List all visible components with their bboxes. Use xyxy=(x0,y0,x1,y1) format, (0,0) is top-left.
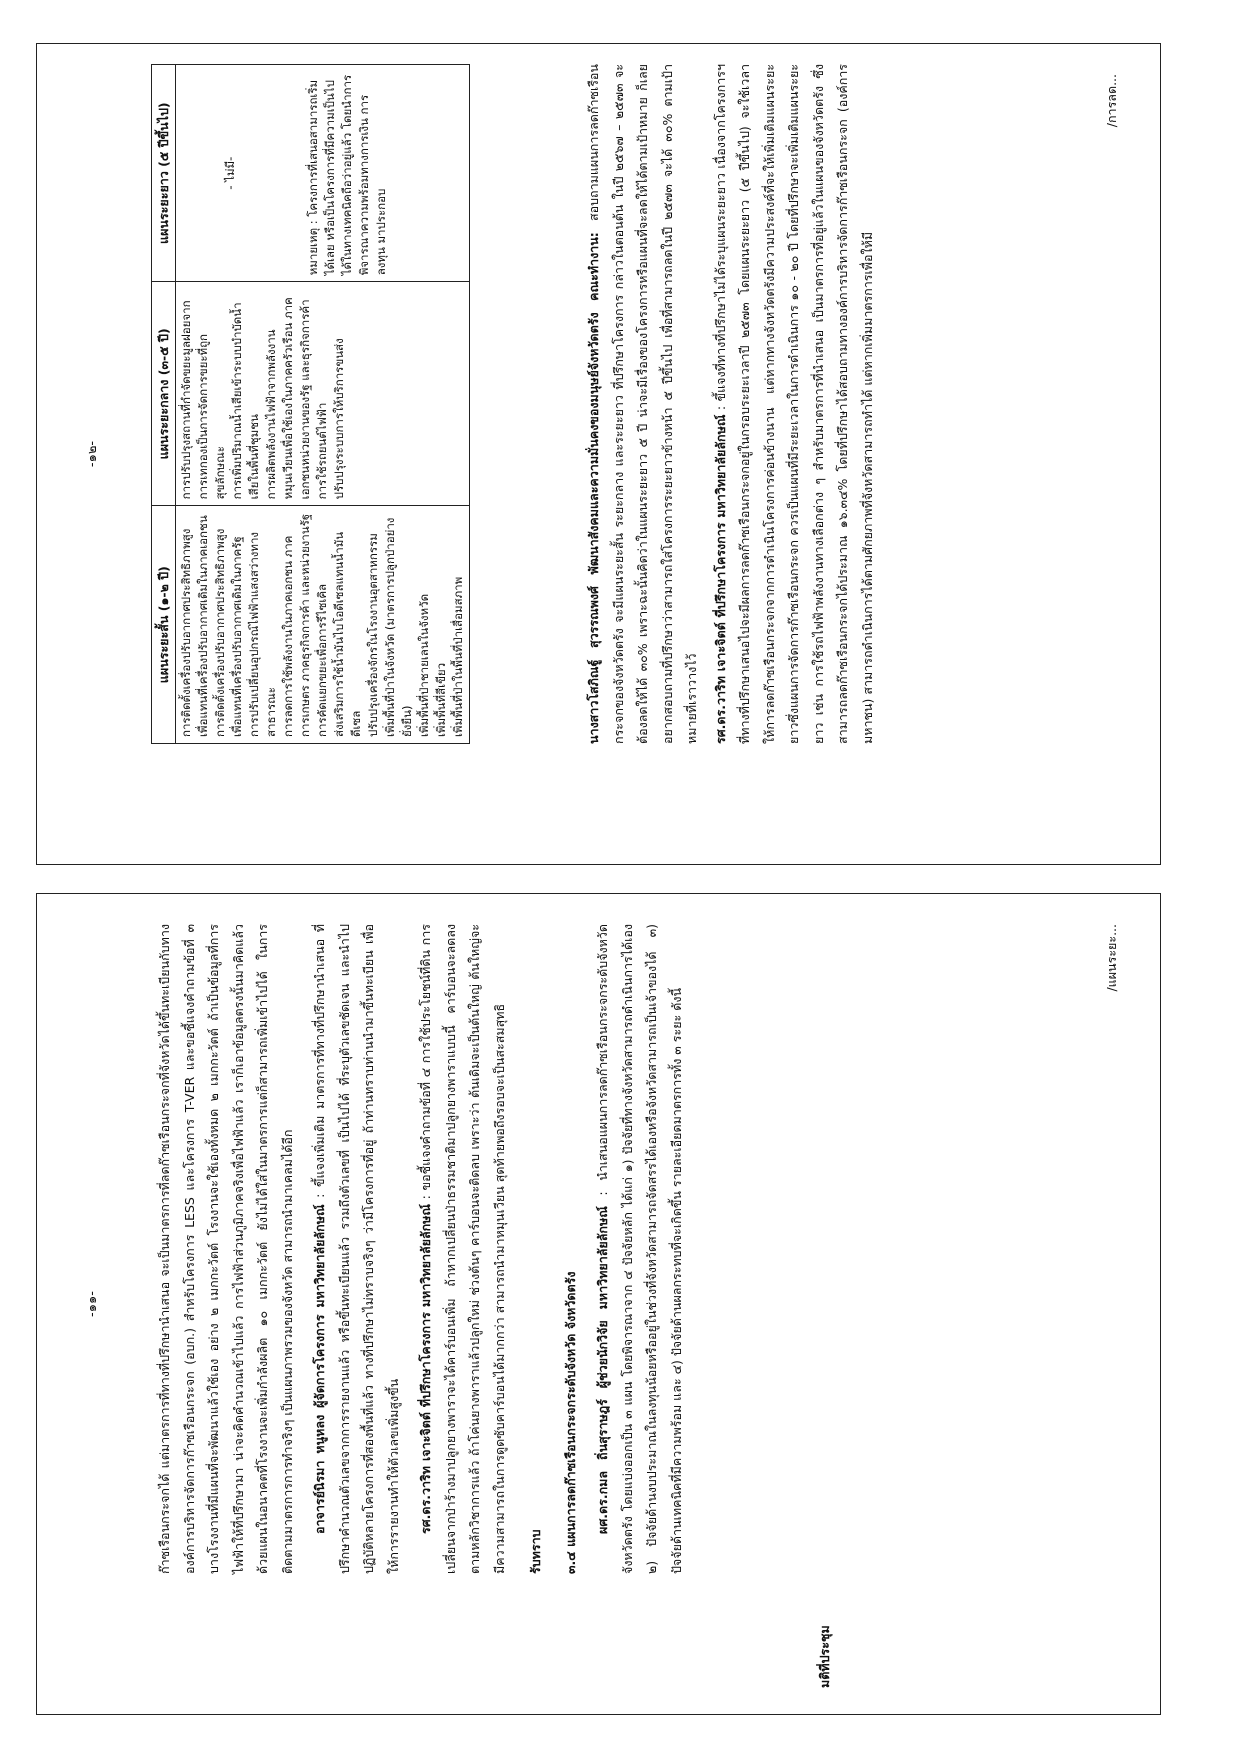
left-page xyxy=(36,893,1161,1715)
measures-table xyxy=(151,64,470,744)
table-header: แผนระยะกลาง (๓-๕ ปี) xyxy=(152,282,176,506)
table-note: หมายเหตุ : โครงการที่เสนอสามารถเริ่มได้เลย หรือเป็นโครงการที่มีความเป็นไปได้ในทางเทคนิคถือว่าอยู่แล้ว โดยนำการพิจารณาความพร้อมทางการเงิน การลงทุน มาประกอบ xyxy=(306,74,388,276)
measure-item: การปรับเปลี่ยนอุปกรณ์ไฟฟ้าแสงสว่างทางสาธารณะ xyxy=(247,531,278,737)
table-header: แผนระยะสั้น (๑-๒ ปี) xyxy=(152,506,176,744)
measure-item: ส่งเสริมการใช้น้ำมันไบโอดีเซลแทนน้ำมันดีเซล xyxy=(332,531,363,737)
speaker-name: รศ.ดร.วาริท เจาะจิตต์ ที่ปรึกษาโครงการ มหาวิทยาลัยลักษณ์ xyxy=(712,414,728,744)
side-label: มติที่ประชุม xyxy=(817,1625,832,1688)
continued-marker: /แผนระยะ... xyxy=(1103,924,1119,992)
resolution-text: รับทราบ xyxy=(528,1529,543,1574)
long-term-cell xyxy=(176,65,470,282)
paragraph-text: : ขึ้แจงเพิ่มเติม มาตรการที่ทางที่ปรึกษานำเสนอ ที่ปรึกษาคำนวณตัวเลขจากการรายงานแล้ว หรือขึ้นทะเบียนแล้ว รวมถึงตัวเลขที่ เป็นไปได้ ที่ระบุตัวเลขชัดเจน และนำไปปฏิบัติหลายโครงการที่สองพื้นที่แล้ว ทางที่ปรึกษาไม่ทราบจริงๆ ว่ามีโครงการที่อยู่ ถ้าท่านทราบท่านนำมาขึ้นทะเบียน เพื่อให้การรายงานทำให้ตัวเลขเพิ่มสูงขึ้น xyxy=(312,923,401,1574)
speaker-name: นางสาวโสภิณฐู์ สุวรรณพงศ์ พัฒนาสังคมและความมั่นคงของมนุษย์จังหวัดตรัง คณะทำงาน: xyxy=(586,232,601,744)
paragraph-text: : นำเสนอแผนการลดก๊าซเรือนกระจกระดับจังหวัด จังหวัดตรัง โดยแบ่งออกเป็น ๓ แผน โดยพิจารณาจาก ๔ ปัจจัยหลัก ได้แก่ ๑) ปัจจัยที่ทางจังหวัดสามารถดำเนินการได้เอง ๒) ปัจจัยด้านงบประมาณในลงทุนน้อยหรืออยู่ในช่วงที่จังหวัดสามารถจัดสรรได้เองหรือจังหวัดสามารถเป็นเจ้าของได้ ๓) ปัจจัยด้านเทคนิคที่มีความพร้อม และ ๔) ปัจจัยด้านผลกระทบที่จะเกิดขึ้น รายละเอียดมาตรการทั้ง ๓ ระยะ ดังนี้ xyxy=(595,924,684,1574)
measure-item: ปรับปรุงระบบการให้บริการขนส่ง xyxy=(332,338,346,500)
none-marker: - ไม่มี- xyxy=(223,156,237,190)
page-number: -๑๒- xyxy=(85,440,100,468)
table-header: แผนระยะยาว (๕ ปีขึ้นไป) xyxy=(152,65,176,282)
measure-item: ปรับปรุงเครื่องจักรในโรงงานอุตสาหกรรม xyxy=(366,533,380,737)
measure-item: เพิ่มพื้นที่ป่าในพื้นที่ป่าเสื่อมสภาพ xyxy=(451,576,465,737)
measure-item: การใช้รถยนต์ไฟฟ้า xyxy=(315,402,329,500)
paragraph-text: : ขอชี้แจงคำถามข้อที่ ๔ การใช้ประโยชน์ที่ดิน การเปลี่ยนจากป่าร้างมาปลูกยางพาราจะได้คาร์บอนเพิ่ม ถ้าหากเปลี่ยนป่าธรรมชาติมาปลูกยางพาราแบบนี้ คาร์บอนจะลดลง ตามหลักวิชาการแล้ว ถ้าโค่นยางพาราแล้วปลูกใหม่ ช่วงต้นๆ คาร์บอนจะติดลบ เพราะว่า ต้นเดิมจะเป็นต้นใหญ่ ต้นใหญ่จะมีความสามารถในการดูดซับคาร์บอนได้มากกว่า สามารถนำมาหมุนเวียน สุดท้ายพอถึงรอบจะเป็นสะสมสุทธิ xyxy=(418,924,507,1574)
paragraph xyxy=(582,64,705,744)
mid-term-cell xyxy=(176,282,470,506)
continued-marker: /การลด... xyxy=(1103,74,1119,128)
section-heading: ๓.๔ แผนการลดก๊าซเรือนกระจกระดับจังหวัด จังหวัดตรัง xyxy=(562,1271,578,1574)
measure-item: การติดตั้งเครื่องปรับอากาศประสิทธิภาพสูงเพื่อแทนที่เครื่องปรับอากาศเดิมในภาคเอกชน xyxy=(179,515,210,737)
measure-item: การปรับปรุงสถานที่กำจัดขยะมูลฝอยจากการเทกองเป็นการจัดการขยะที่ถูกสุขลักษณะ xyxy=(179,300,227,500)
right-page xyxy=(36,43,1161,865)
speaker-name: อาจารย์นิรมา หนูหลง ผู้จัดการโครงการ มหาวิทยาลัยลักษณ์ xyxy=(312,1204,327,1534)
paragraph xyxy=(308,924,406,1574)
speaker-name: ผศ.ดร.กมล ถิ่นสุราษฎร์ ผู้ช่วยนักวิจัย มหาวิทยาลัยลักษณ์ xyxy=(595,1206,610,1534)
right-body xyxy=(582,64,884,744)
paragraph-text: สอบถามแผนการลดก๊าซเรือนกระจกของจังหวัดตรัง จะมีแผนระยะสั้น ระยะกลาง และระยะยาว ที่ปรึกษาโครงการ กล่าวในตอนต้น ในปี ๒๕๖๗ – ๒๕๗๓ จะต้องลดให้ได้ ๓๐% เพราะฉะนั้นคิดว่าในแผนระยะยาว ๕ ปี น่าจะมีเรื่องของโครงการหรือแผนที่จะลดให้ได้ตามเป้าหมาย ก็เลยอยากสอบถามที่ปรึกษาว่าสามารถใส่โครงการระยะยาวข้างหน้า ๕ ปีขึ้นไป เพื่อที่สามารถลดในปี ๒๕๗๓ จะได้ ๓๐% ตามเป้าหมายที่เราวางไว้ xyxy=(586,64,699,744)
paragraph xyxy=(414,924,512,1574)
paragraph xyxy=(709,64,881,744)
speaker-name: รศ.ดร.วาริท เจาะจิตต์ ที่ปรึกษาโครงการ มหาวิทยาลัยลักษณ์ xyxy=(418,1203,433,1534)
measure-item: เพิ่มพื้นที่ป่าชายเลนในจังหวัด xyxy=(417,593,431,737)
paragraph-text: : ขึ้แจงที่ทางที่ปรึกษาไม่ได้ระบุแผนระยะยาว เนื่องจากโครงการฯ ที่ทางที่ปรึกษาเสนอไปจะมีผลการลดก๊าซเรือนกระจกอยู่ในกรอบระยะเวลาปี ๒๕๗๓ โดยแผนระยะยาว (๕ ปีขึ้นไป) จะใช้เวลาให้การลดก๊าซเรือนกระจกจากการดำเนินโครงการค่อนข้างนาน แต่หากทางจังหวัดตรังมีความประสงค์ที่จะให้เพิ่มเติมแผนระยะยาวซึ่งแผนการจัดการก๊าซเรือนกระจก ควรเป็นแผนที่มีระยะเวลาในการดำเนินการ ๑๐ - ๒๐ ปี โดยที่ปรึกษาจะเพิ่มเติมแผนระยะยาว เช่น การใช้รถไฟฟ้าพลังงานทางเลือกต่าง ๆ สำหรับมาตรการที่นำเสนอ เป็นมาตรการที่อยู่แล้วในแผนของจังหวัดตรัง ซึ่งสามารถลดก๊าซเรือนกระจกได้ประมาณ ๑๖.๓๔% โดยที่ปรึกษาได้สอบถามทางองค์การบริหารจัดการก๊าซเรือนกระจก (องค์การมหาชน) สามารถดำเนินการได้ตามศักยภาพที่จังหวัดสามารถทำได้ แต่หากเพิ่มมาตรการเพื่อให้มี xyxy=(712,64,875,744)
paragraph xyxy=(591,924,689,1574)
measure-item: การคัดแยกขยะเพื่อการรีไซเคิล xyxy=(315,583,329,737)
resolution-side-label xyxy=(153,1578,838,1688)
measure-item: เพิ่มพื้นที่ป่าในจังหวัด (มาตรการปลูกป่าอย่างยั่งยืน) xyxy=(383,517,414,737)
left-body xyxy=(153,924,697,1574)
short-term-cell xyxy=(176,506,470,744)
measure-item: การผลิตพลังงานไฟฟ้าจากพลังงานหมุนเวียนเพื่อใช้เองในภาคครัวเรือน ภาคเอกชนหน่วยงานของรัฐ และธุรกิจการค้า xyxy=(264,297,312,500)
measure-item: การเพิ่มปริมาณน้ำเสียเข้าระบบบำบัดน้ำเสียในพื้นที่ชุมชน xyxy=(230,302,261,500)
paragraph: ก๊าซเรือนกระจกได้ แต่มาตรการที่ทางที่ปรึกษานำเสนอ จะเป็นมาตรการที่ลดก๊าซเรือนกระจกที่จังหวัดได้ขึ้นทะเบียนกับทางองค์การบริหารจัดการก๊าซเรือนกระจก (อบก.) สำหรับโครงการ LESS และโครงการ T-VER และขอชี้แจงคำถามข้อที่ ๓ บางโรงงานที่มีแผนที่จะพัฒนาแล้วใช้เอง อย่าง ๒ เมกกะวัตต์ โรงงานจะใช้เองทั้งหมด ๒ เมกกะวัตต์ ถ้าเป็นข้อมูลที่การไฟฟ้าให้ที่ปรึกษามา น่าจะคิดคำนวณเข้าไปแล้ว การไฟฟ้าส่วนภูมิภาคจริงเพื่อไฟฟ้าแล้ว เราก็เอาข้อมูลตรงนั้นมาคิดแล้วด้วยแผนในอนาคตที่โรงงานจะเพิ่มกำลังผลิต ๑๐ เมกกะวัตต์ ยังไม่ได้ใส่ในมาตรการแต่ก็สามารถเพิ่มเข้าไปได้ ในการติดตามมาตรการการทำจริงๆ เป็นแผนภาพรวมของจังหวัด สามารถนำมาเคลมได้อีก xyxy=(157,924,295,1574)
page-number: -๑๑- xyxy=(85,1291,100,1317)
measure-item: การติดตั้งเครื่องปรับอากาศประสิทธิภาพสูงเพื่อแทนที่เครื่องปรับอากาศเดิมในภาครัฐ xyxy=(213,528,244,737)
measure-item: การลดการใช้พลังงานในภาคเอกชน ภาคการเกษตร ภาคธุรกิจการค้า และหน่วยงานรัฐ xyxy=(281,513,312,737)
measure-item: เพิ่มพื้นที่สีเขียว xyxy=(434,662,448,737)
